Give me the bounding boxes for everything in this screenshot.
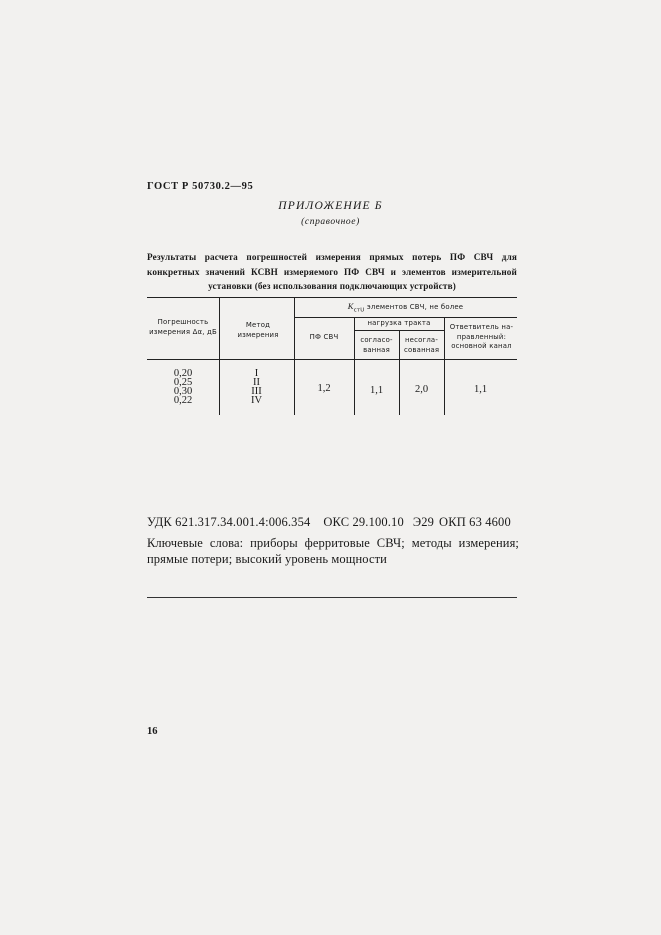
- page-number: 16: [147, 726, 158, 737]
- header-ksv-group: [294, 302, 517, 316]
- column-divider: [354, 317, 355, 415]
- header-error: Погрешность измерения Δα, дБ: [149, 318, 217, 336]
- header-pf-svch: ПФ СВЧ: [309, 333, 339, 341]
- method-values: [219, 369, 294, 405]
- mismatched-value: 2,0: [414, 384, 429, 395]
- okp-code: ОКП 63 4600: [439, 515, 511, 529]
- header-mismatched: несогла-сованная: [404, 336, 440, 354]
- branch-value: 1,1: [473, 384, 488, 395]
- table-caption: Результаты расчета погрешностей измерения прямых потерь ПФ СВЧ для конкретных значений КСВН измеряемого ПФ СВЧ и элементов измерительной установки (без использования подключающих устройств): [147, 252, 517, 291]
- column-divider: [444, 317, 445, 415]
- error-value: 0,25: [173, 377, 193, 388]
- header-branch: Ответвитель на-правленный: основной канал: [449, 323, 514, 350]
- pf-svch-value: 1,2: [317, 383, 331, 394]
- classification-line: [147, 515, 511, 530]
- k-subscript: стU: [353, 307, 365, 314]
- table-header-rule: [147, 359, 517, 360]
- method-value: III: [251, 386, 262, 397]
- e29-code: Э29: [412, 515, 435, 529]
- footer-rule: [147, 597, 517, 598]
- udk-code: УДК 621.317.34.001.4:006.354: [147, 515, 311, 529]
- error-value: 0,30: [173, 386, 193, 397]
- error-value: 0,22: [173, 395, 193, 406]
- keywords: Ключевые слова: приборы ферритовые СВЧ; методы измерения; прямые потери; высокий уровень мощности: [147, 536, 519, 566]
- method-value: I: [254, 368, 259, 379]
- header-matched: согласо-ванная: [360, 336, 393, 354]
- header-method: Метод измерения: [237, 321, 279, 339]
- header-load: нагрузка тракта: [367, 319, 431, 327]
- document-header: ГОСТ Р 50730.2—95: [147, 181, 254, 192]
- table-top-rule: [147, 297, 517, 298]
- results-table: [147, 297, 517, 415]
- error-values: [147, 369, 219, 405]
- appendix-title: ПРИЛОЖЕНИЕ Б: [278, 200, 383, 212]
- k-symbol: K: [347, 301, 354, 311]
- error-value: 0,20: [173, 368, 193, 379]
- oks-code: ОКС 29.100.10: [323, 515, 404, 529]
- group-header-rule: [294, 317, 517, 318]
- appendix-subtitle: (справочное): [301, 217, 360, 227]
- method-value: II: [253, 377, 260, 388]
- matched-value: 1,1: [369, 385, 384, 396]
- group-suffix: элементов СВЧ, не более: [364, 303, 464, 311]
- method-value: IV: [250, 395, 263, 406]
- column-divider: [399, 330, 400, 415]
